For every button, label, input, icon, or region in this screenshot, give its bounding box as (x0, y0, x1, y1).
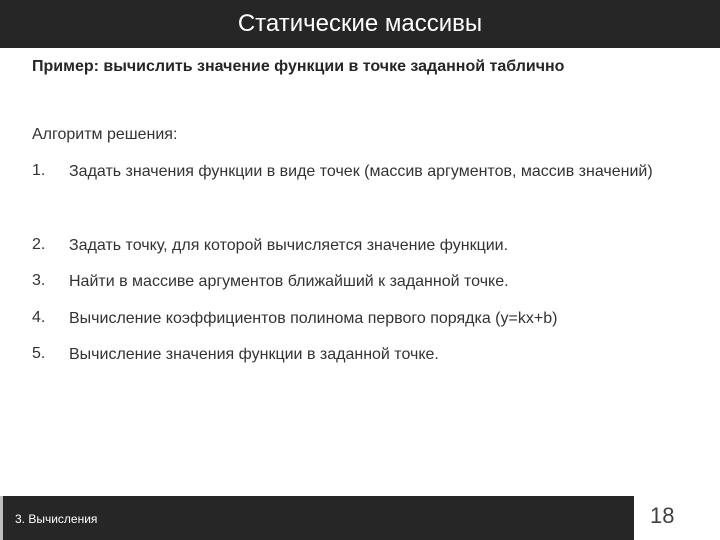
list-item-number: 1. (32, 162, 46, 179)
list-item-number: 4. (32, 309, 46, 326)
list-item-text: Найти в массиве аргументов ближайший к заданной точке. (69, 273, 509, 290)
example-statement: Пример: вычислить значение функции в точке заданной таблично (32, 58, 565, 75)
slide-title-bar (0, 0, 720, 48)
slide-title: Статические массивы (237, 10, 483, 37)
footer-section-label: 3. Вычисления (15, 512, 98, 526)
footer-bar (0, 496, 634, 540)
list-item-number: 3. (32, 272, 46, 289)
list-item-text: Задать значения функции в виде точек (массив аргументов, массив значений) (69, 163, 653, 180)
list-item-text: Вычисление коэффициентов полинома первого порядка (y=kx+b) (69, 310, 558, 327)
list-item-number: 2. (32, 236, 46, 253)
list-item-text: Задать точку, для которой вычисляется значение функции. (69, 237, 509, 254)
page-number: 18 (650, 503, 675, 528)
list-item-text: Вычисление значения функции в заданной точке. (69, 346, 439, 363)
list-item-number: 5. (32, 345, 46, 362)
algorithm-heading: Алгоритм решения: (32, 126, 178, 143)
